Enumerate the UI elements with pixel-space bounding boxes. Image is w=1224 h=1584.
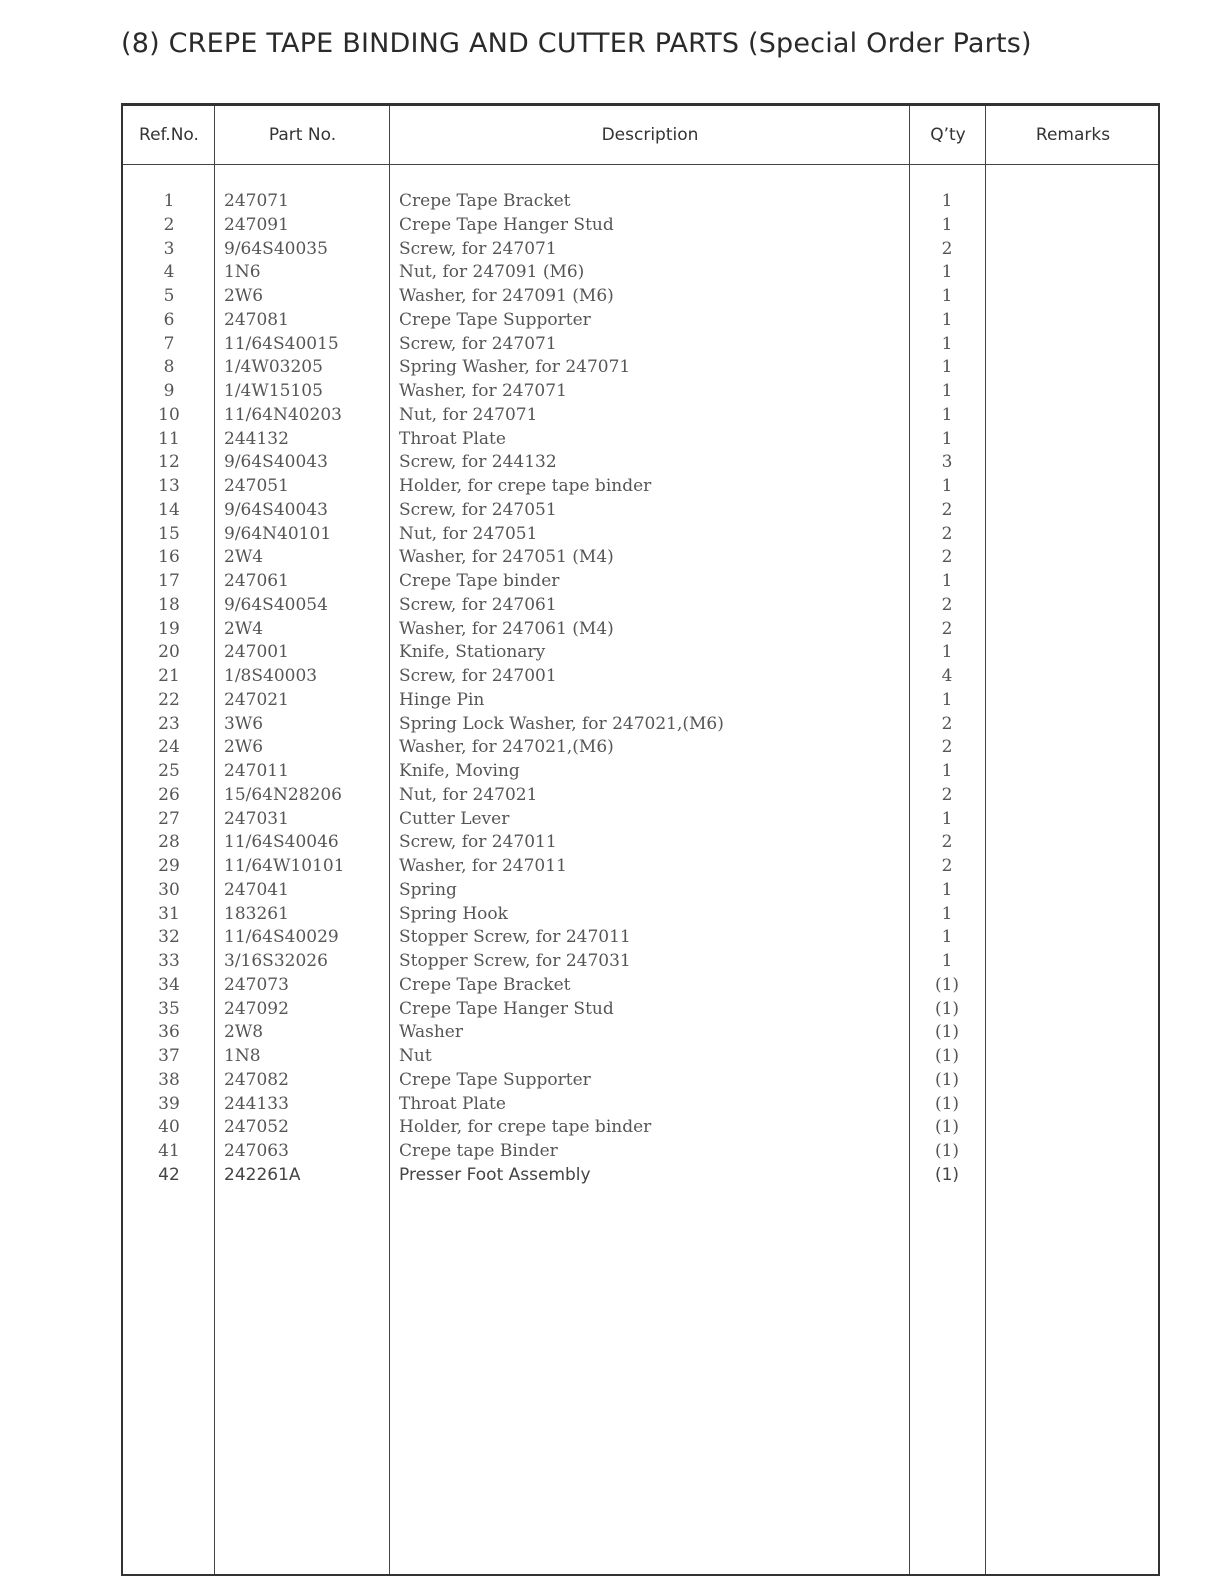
table-row	[123, 428, 1158, 452]
part-number-cell: 247001	[224, 642, 289, 663]
description-cell: Screw, for 247071	[399, 333, 557, 354]
ref-cell: 8	[163, 357, 175, 378]
quantity-cell: 1	[941, 214, 953, 235]
part-number-cell: 247052	[224, 1117, 289, 1138]
description-cell: Stopper Screw, for 247031	[399, 951, 631, 971]
table-row	[123, 879, 1158, 903]
quantity-cell: (1)	[934, 1164, 960, 1185]
ref-cell: 11	[158, 428, 180, 449]
description-cell: Screw, for 247001	[399, 666, 557, 686]
ref-cell: 30	[158, 879, 180, 900]
description-cell: Screw, for 247061	[399, 594, 557, 615]
table-row	[123, 356, 1158, 380]
table-row	[123, 855, 1158, 879]
description-cell: Screw, for 244132	[399, 452, 557, 473]
part-number-cell: 11/64N40203	[224, 404, 342, 425]
part-number-cell: 247063	[224, 1141, 289, 1161]
ref-cell: 32	[158, 927, 180, 948]
description-cell: Spring Hook	[399, 903, 508, 924]
part-number-cell: 247082	[224, 1069, 289, 1090]
table-row	[123, 641, 1158, 665]
ref-cell: 39	[158, 1093, 180, 1114]
quantity-cell: 1	[941, 642, 953, 663]
part-number-cell: 247092	[224, 998, 289, 1019]
part-number-cell: 9/64S40043	[224, 452, 328, 473]
quantity-cell: 1	[941, 476, 953, 496]
ref-cell: 42	[158, 1164, 180, 1185]
part-number-cell: 247091	[224, 214, 289, 235]
ref-cell: 33	[158, 951, 180, 971]
ref-cell: 18	[158, 594, 180, 615]
table-row	[123, 404, 1158, 428]
description-cell: Washer, for 247051 (M4)	[399, 547, 614, 568]
part-number-cell: 247081	[224, 309, 289, 330]
table-row	[123, 903, 1158, 927]
ref-cell: 41	[158, 1141, 180, 1161]
ref-cell: 13	[158, 476, 180, 496]
column-header-ref: Ref.No.	[139, 125, 199, 145]
table-row	[123, 214, 1158, 238]
table-row	[123, 451, 1158, 475]
quantity-cell: 1	[941, 357, 953, 378]
table-row	[123, 523, 1158, 547]
description-cell: Holder, for crepe tape binder	[399, 1117, 652, 1138]
part-number-cell: 11/64S40029	[224, 927, 339, 948]
part-number-cell: 3/16S32026	[224, 951, 328, 971]
table-row	[123, 475, 1158, 499]
part-number-cell: 9/64S40043	[224, 499, 328, 520]
ref-cell: 14	[158, 499, 180, 520]
part-number-cell: 2W6	[224, 286, 264, 306]
quantity-cell: 3	[941, 452, 953, 473]
part-number-cell: 247031	[224, 808, 289, 829]
description-cell: Crepe Tape binder	[399, 571, 560, 591]
ref-cell: 17	[158, 571, 180, 591]
ref-cell: 12	[158, 452, 180, 473]
part-number-cell: 1/4W15105	[224, 381, 323, 401]
part-number-cell: 2W8	[224, 1022, 264, 1043]
part-number-cell: 247041	[224, 879, 289, 900]
quantity-cell: 2	[941, 618, 953, 639]
part-number-cell: 9/64S40035	[224, 238, 328, 259]
quantity-cell: 2	[941, 499, 953, 520]
quantity-cell: 2	[941, 594, 953, 615]
quantity-cell: 1	[941, 689, 953, 710]
quantity-cell: 2	[941, 832, 953, 853]
part-number-cell: 242261A	[224, 1164, 301, 1185]
description-cell: Crepe Tape Supporter	[399, 1069, 591, 1090]
ref-cell: 27	[158, 808, 180, 829]
parts-table	[121, 103, 1160, 1576]
description-cell: Nut, for 247021	[399, 784, 538, 805]
part-number-cell: 2W6	[224, 737, 264, 758]
description-cell: Hinge Pin	[399, 689, 485, 710]
part-number-cell: 1/4W03205	[224, 357, 323, 378]
quantity-cell: 1	[941, 761, 953, 781]
quantity-cell: 1	[941, 571, 953, 591]
part-number-cell: 9/64S40054	[224, 594, 328, 615]
part-number-cell: 183261	[224, 903, 289, 924]
ref-cell: 16	[158, 547, 180, 568]
description-cell: Spring	[399, 879, 457, 900]
table-row	[123, 499, 1158, 523]
ref-cell: 20	[158, 642, 180, 663]
ref-cell: 35	[158, 998, 180, 1019]
description-cell: Crepe Tape Supporter	[399, 309, 591, 330]
part-number-cell: 247051	[224, 476, 289, 496]
quantity-cell: (1)	[934, 1117, 960, 1138]
description-cell: Washer, for 247011	[399, 856, 567, 876]
quantity-cell: 1	[941, 428, 953, 449]
description-cell: Nut, for 247051	[399, 523, 538, 544]
quantity-cell: 1	[941, 903, 953, 924]
quantity-cell: (1)	[934, 998, 960, 1019]
quantity-cell: 2	[941, 737, 953, 758]
part-number-cell: 1/8S40003	[224, 666, 318, 686]
quantity-cell: 2	[941, 547, 953, 568]
description-cell: Washer, for 247071	[399, 381, 567, 401]
ref-cell: 6	[163, 309, 175, 330]
ref-cell: 21	[158, 666, 180, 686]
table-row	[123, 1045, 1158, 1069]
table-row	[123, 1164, 1158, 1188]
description-cell: Washer	[399, 1022, 463, 1043]
description-cell: Screw, for 247071	[399, 238, 557, 259]
description-cell: Washer, for 247061 (M4)	[399, 618, 614, 639]
quantity-cell: 1	[941, 333, 953, 354]
table-row	[123, 926, 1158, 950]
table-row	[123, 238, 1158, 262]
ref-cell: 28	[158, 832, 180, 853]
column-header-part: Part No.	[268, 125, 337, 145]
quantity-cell: 1	[941, 808, 953, 829]
table-row	[123, 285, 1158, 309]
quantity-cell: 1	[941, 951, 953, 971]
table-row	[123, 618, 1158, 642]
ref-cell: 34	[158, 974, 180, 995]
description-cell: Presser Foot Assembly	[399, 1164, 591, 1185]
description-cell: Knife, Moving	[399, 761, 520, 781]
quantity-cell: (1)	[934, 1141, 960, 1161]
description-cell: Crepe Tape Bracket	[399, 191, 571, 211]
ref-cell: 31	[158, 903, 180, 924]
description-cell: Crepe Tape Hanger Stud	[399, 998, 614, 1019]
part-number-cell: 11/64W10101	[224, 856, 345, 876]
quantity-cell: 2	[941, 238, 953, 259]
ref-cell: 38	[158, 1069, 180, 1090]
table-row	[123, 570, 1158, 594]
column-header-qty: Q’ty	[930, 125, 966, 145]
ref-cell: 9	[163, 381, 175, 401]
description-cell: Screw, for 247051	[399, 499, 557, 520]
part-number-cell: 247061	[224, 571, 289, 591]
ref-cell: 24	[158, 737, 180, 758]
table-row	[123, 808, 1158, 832]
header-divider	[123, 164, 1158, 165]
description-cell: Stopper Screw, for 247011	[399, 927, 631, 948]
part-number-cell: 15/64N28206	[224, 784, 342, 805]
ref-cell: 10	[158, 404, 180, 425]
ref-cell: 23	[158, 713, 180, 734]
ref-cell: 5	[163, 286, 175, 306]
ref-cell: 19	[158, 618, 180, 639]
description-cell: Washer, for 247091 (M6)	[399, 286, 614, 306]
table-row	[123, 950, 1158, 974]
table-row	[123, 1116, 1158, 1140]
table-row	[123, 689, 1158, 713]
table-row	[123, 309, 1158, 333]
description-cell: Throat Plate	[399, 1093, 506, 1114]
table-row	[123, 736, 1158, 760]
quantity-cell: 1	[941, 309, 953, 330]
part-number-cell: 247021	[224, 689, 289, 710]
quantity-cell: (1)	[934, 1046, 960, 1066]
quantity-cell: 1	[941, 286, 953, 306]
part-number-cell: 2W4	[224, 547, 264, 568]
part-number-cell: 2W4	[224, 618, 264, 639]
description-cell: Screw, for 247011	[399, 832, 557, 853]
ref-cell: 40	[158, 1117, 180, 1138]
ref-cell: 26	[158, 784, 180, 805]
description-cell: Crepe Tape Bracket	[399, 974, 571, 995]
ref-cell: 37	[158, 1046, 180, 1066]
table-row	[123, 261, 1158, 285]
description-cell: Nut	[399, 1046, 432, 1066]
quantity-cell: 4	[941, 666, 953, 686]
table-row	[123, 1140, 1158, 1164]
description-cell: Crepe tape Binder	[399, 1141, 558, 1161]
quantity-cell: 1	[941, 879, 953, 900]
description-cell: Knife, Stationary	[399, 642, 546, 663]
description-cell: Nut, for 247071	[399, 404, 538, 425]
quantity-cell: 1	[941, 191, 953, 211]
quantity-cell: 1	[941, 404, 953, 425]
quantity-cell: 2	[941, 784, 953, 805]
table-row	[123, 1021, 1158, 1045]
table-row	[123, 380, 1158, 404]
table-row	[123, 190, 1158, 214]
description-cell: Cutter Lever	[399, 808, 510, 829]
description-cell: Spring Washer, for 247071	[399, 357, 631, 378]
ref-cell: 22	[158, 689, 180, 710]
part-number-cell: 247073	[224, 974, 289, 995]
ref-cell: 25	[158, 761, 180, 781]
table-row	[123, 546, 1158, 570]
part-number-cell: 11/64S40015	[224, 333, 339, 354]
table-row	[123, 713, 1158, 737]
ref-cell: 36	[158, 1022, 180, 1043]
description-cell: Washer, for 247021,(M6)	[399, 737, 614, 758]
column-header-remarks: Remarks	[1035, 125, 1111, 145]
ref-cell: 2	[163, 214, 175, 235]
table-body	[123, 190, 1158, 1188]
page-title: (8) CREPE TAPE BINDING AND CUTTER PARTS (Special Order Parts)	[121, 28, 1032, 59]
table-row	[123, 1069, 1158, 1093]
part-number-cell: 247071	[224, 191, 289, 211]
description-cell: Holder, for crepe tape binder	[399, 476, 652, 496]
ref-cell: 7	[163, 333, 175, 354]
quantity-cell: 1	[941, 927, 953, 948]
description-cell: Throat Plate	[399, 428, 506, 449]
part-number-cell: 11/64S40046	[224, 832, 339, 853]
part-number-cell: 1N6	[224, 262, 261, 283]
table-row	[123, 998, 1158, 1022]
part-number-cell: 244132	[224, 428, 289, 449]
table-row	[123, 594, 1158, 618]
part-number-cell: 3W6	[224, 713, 264, 734]
description-cell: Crepe Tape Hanger Stud	[399, 214, 614, 235]
ref-cell: 29	[158, 856, 180, 876]
quantity-cell: (1)	[934, 1069, 960, 1090]
quantity-cell: 2	[941, 523, 953, 544]
quantity-cell: 1	[941, 381, 953, 401]
table-row	[123, 784, 1158, 808]
table-row	[123, 333, 1158, 357]
description-cell: Spring Lock Washer, for 247021,(M6)	[399, 713, 724, 734]
table-row	[123, 760, 1158, 784]
ref-cell: 4	[163, 262, 175, 283]
table-row	[123, 1093, 1158, 1117]
ref-cell: 1	[163, 191, 175, 211]
table-row	[123, 974, 1158, 998]
description-cell: Nut, for 247091 (M6)	[399, 262, 585, 283]
part-number-cell: 244133	[224, 1093, 289, 1114]
quantity-cell: (1)	[934, 1022, 960, 1043]
quantity-cell: (1)	[934, 974, 960, 995]
quantity-cell: (1)	[934, 1093, 960, 1114]
column-header-description: Description	[601, 125, 699, 145]
quantity-cell: 1	[941, 262, 953, 283]
quantity-cell: 2	[941, 856, 953, 876]
ref-cell: 15	[158, 523, 180, 544]
part-number-cell: 9/64N40101	[224, 523, 332, 544]
quantity-cell: 2	[941, 713, 953, 734]
table-row	[123, 665, 1158, 689]
ref-cell: 3	[163, 238, 175, 259]
part-number-cell: 247011	[224, 761, 289, 781]
part-number-cell: 1N8	[224, 1046, 261, 1066]
table-row	[123, 831, 1158, 855]
